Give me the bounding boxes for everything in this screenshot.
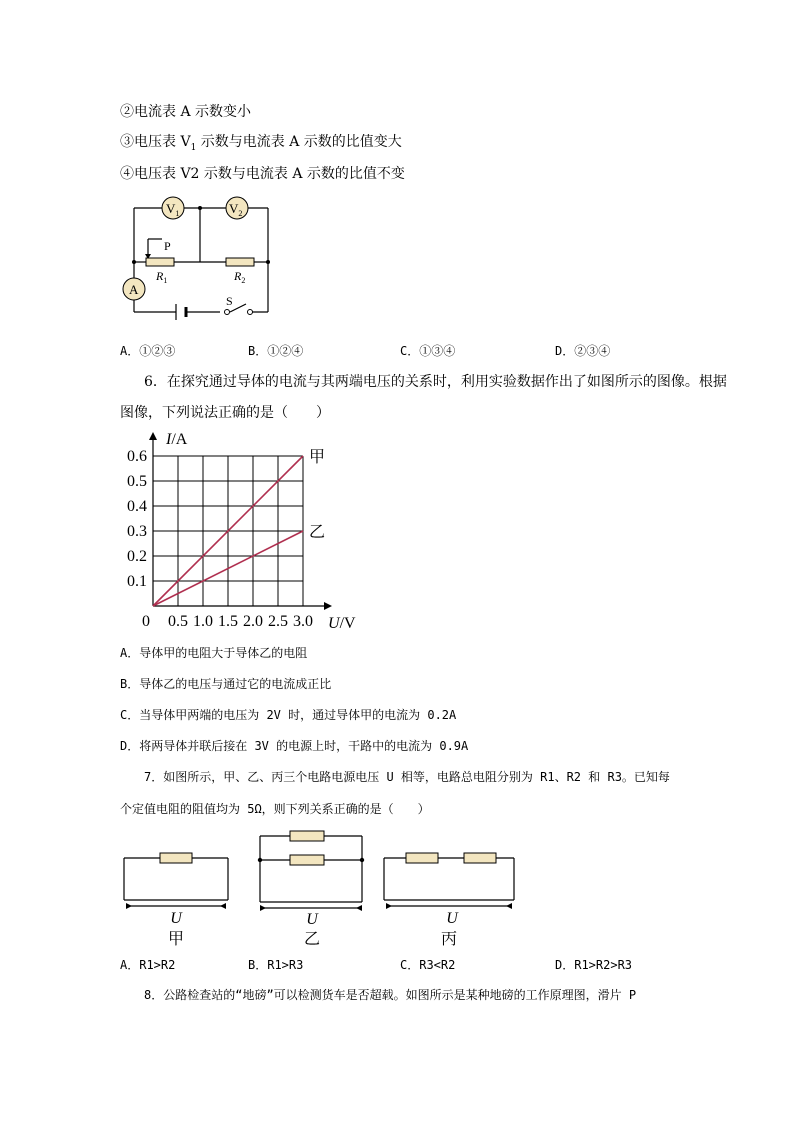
q7-option-c[interactable]: C．R3<R2 (400, 958, 456, 972)
y-axis-label: I/A (166, 431, 188, 448)
q5-option-b[interactable]: B．①②④ (248, 344, 304, 358)
ammeter-label: A (129, 282, 139, 297)
q5-item-3-sub: 1 (190, 142, 197, 153)
q7-option-a[interactable]: A．R1>R2 (120, 958, 176, 972)
r2-label: $R_2$ (234, 269, 246, 285)
q5-option-d[interactable]: D．②③④ (555, 344, 611, 358)
q6-option-c[interactable]: C．当导体甲两端的电压为 2V 时，通过导体甲的电流为 0.2A (120, 708, 457, 722)
y-tick-label: 0.6 (127, 448, 147, 465)
q8-stem-line-1: 8．公路检查站的“地磅”可以检测货车是否超载。如图所示是某种地磅的工作原理图，滑片 P (144, 988, 637, 1002)
q7-circuit-bing (380, 846, 520, 946)
x-tick-label: 2.0 (243, 613, 263, 630)
q5-option-c[interactable]: C．①③④ (400, 344, 456, 358)
series-label-1: 乙 (309, 524, 326, 541)
x-tick-label: 1.0 (193, 613, 213, 630)
q5-item-3-part-b: 示数与电流表 A 示数的比值变大 (196, 134, 402, 150)
q7-yi-u-label: U (306, 911, 318, 928)
q7-jia-label: 甲 (167, 931, 185, 946)
v2-meter-label: $V_2$ (229, 201, 243, 218)
q6-current-voltage-chart (110, 428, 370, 633)
x-tick-label: 3.0 (293, 613, 313, 630)
q6-option-d[interactable]: D．将两导体并联后接在 3V 的电源上时，干路中的电流为 0.9A (120, 739, 469, 753)
q7-yi-label: 乙 (303, 931, 321, 946)
q5-item-2: ②电流表 A 示数变小 (120, 104, 252, 120)
q7-option-d[interactable]: D．R1>R2>R3 (555, 958, 633, 972)
y-tick-label: 0.2 (127, 548, 147, 565)
q6-option-a[interactable]: A．导体甲的电阻大于导体乙的电阻 (120, 646, 308, 660)
x-axis-label: U/V (328, 615, 356, 632)
q7-jia-u-label: U (170, 910, 182, 927)
q5-item-3 (120, 133, 402, 157)
q5-item-4: ④电压表 V2 示数与电流表 A 示数的比值不变 (120, 166, 405, 182)
x-tick-label: 2.5 (268, 613, 288, 630)
r1-label: $R_1$ (156, 269, 168, 285)
q7-bing-u-label: U (446, 910, 458, 927)
q7-stem-line-2: 个定值电阻的阻值均为 5Ω，则下列关系正确的是（ ） (120, 802, 430, 816)
q6-stem-line-1: 6．在探究通过导体的电流与其两端电压的关系时，利用实验数据作出了如图所示的图像。根据 (144, 374, 727, 390)
q7-stem-line-1: 7．如图所示，甲、乙、丙三个电路电源电压 U 相等，电路总电阻分别为 R1、R2 和 R3。已知每 (144, 770, 670, 784)
q5-circuit-diagram (110, 192, 290, 332)
switch-label: S (226, 294, 233, 308)
y-tick-label: 0.3 (127, 523, 147, 540)
q7-bing-label: 丙 (440, 931, 458, 946)
q6-stem-line-2: 图像，下列说法正确的是（ ） (120, 405, 330, 421)
q5-item-3-part-a: ③电压表 V (120, 134, 191, 150)
origin-label: 0 (142, 613, 150, 630)
series-label-0: 甲 (309, 449, 326, 466)
slider-p-label: P (164, 239, 171, 253)
q7-circuit-jia (118, 846, 238, 946)
q7-circuit-yi (252, 826, 372, 946)
x-tick-label: 0.5 (168, 613, 188, 630)
y-tick-label: 0.4 (127, 498, 147, 515)
q5-option-a[interactable]: A．①②③ (120, 344, 176, 358)
y-tick-label: 0.5 (127, 473, 147, 490)
q6-option-b[interactable]: B．导体乙的电压与通过它的电流成正比 (120, 677, 332, 691)
y-tick-label: 0.1 (127, 573, 147, 590)
q7-option-b[interactable]: B．R1>R3 (248, 958, 304, 972)
v1-meter-label: $V_1$ (166, 201, 180, 218)
x-tick-label: 1.5 (218, 613, 238, 630)
